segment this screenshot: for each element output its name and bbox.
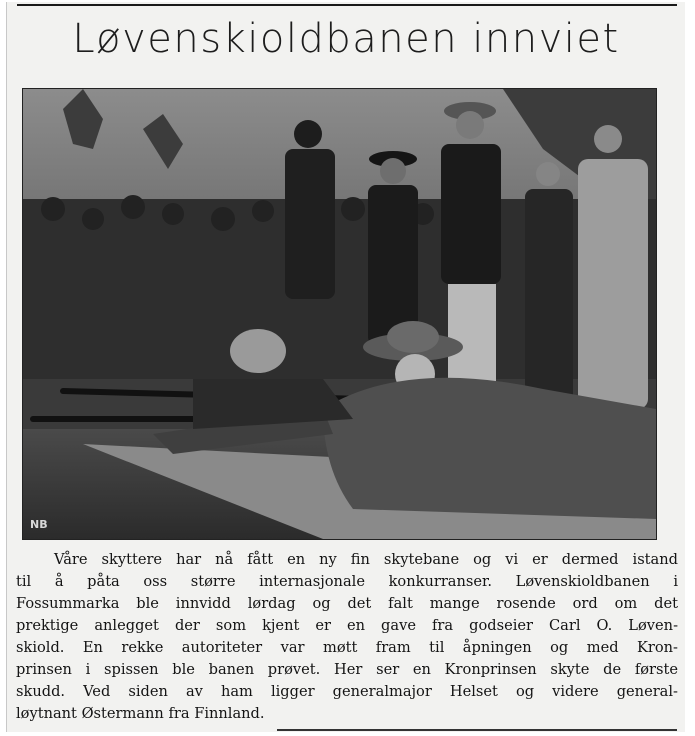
photo-watermark: NB	[30, 518, 48, 531]
caption-line: Våre skyttere har nå fått en ny fin skytebane og vi er dermed istand	[54, 551, 678, 568]
caption-line: skiold. En rekke autoriteter var møtt fram til åpningen og med Kron-	[16, 639, 678, 656]
caption-line: skudd. Ved siden av ham ligger generalmajor Helset og videre general-	[16, 683, 678, 700]
headline: Løvenskioldbanen innviet	[72, 16, 620, 62]
top-rule	[17, 4, 677, 6]
caption-line: til å påta oss større internasjonale konkurranser. Løvenskioldbanen i	[16, 573, 678, 590]
caption-line: prektige anlegget der som kjent er en gave fra godseier Carl O. Løven-	[16, 617, 678, 634]
caption-line: Fossummarka ble innvidd lørdag og det falt mange rosende ord om det	[16, 595, 678, 612]
bottom-rule	[277, 729, 677, 731]
news-photo	[22, 88, 657, 540]
photo-scene	[23, 89, 656, 539]
newspaper-clipping	[6, 2, 685, 732]
caption-text	[16, 549, 678, 725]
caption-line: løytnant Østermann fra Finnland.	[16, 705, 265, 722]
caption-line: prinsen i spissen ble banen prøvet. Her ser en Kronprinsen skyte de første	[16, 661, 678, 678]
